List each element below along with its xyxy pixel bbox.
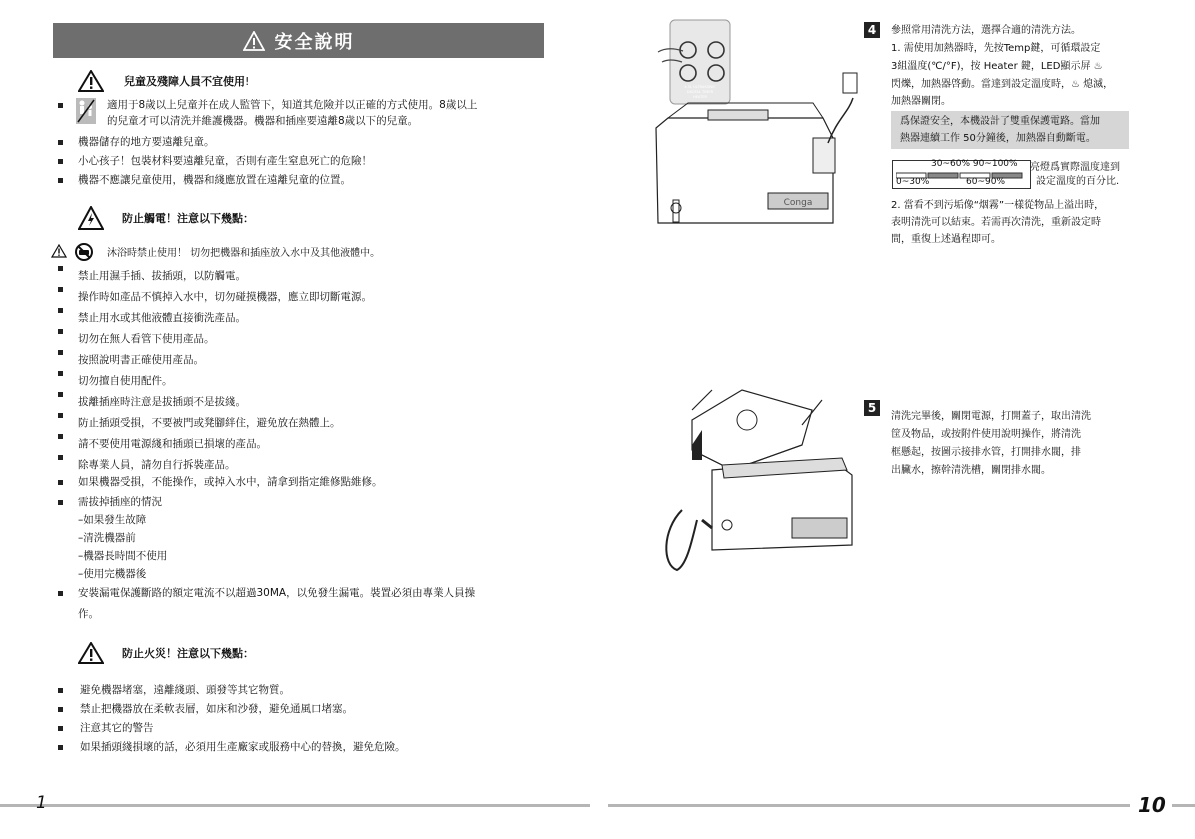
warning-triangle-icon bbox=[78, 70, 104, 92]
step-number-4: 4 bbox=[864, 22, 880, 38]
footer-rule-right bbox=[608, 804, 1130, 807]
bullet bbox=[58, 745, 63, 750]
bullet bbox=[58, 329, 63, 334]
bullet bbox=[58, 350, 63, 355]
fire-item: 如果插頭綫損壞的話，必須用生產廠家或服務中心的替換，避免危險。 bbox=[80, 741, 406, 753]
unplug-case: –使用完機器後 bbox=[78, 568, 147, 580]
page-number-left: 1 bbox=[36, 793, 47, 813]
electric-shock-icon bbox=[78, 206, 104, 230]
bullet bbox=[58, 413, 63, 418]
step5-line: 出臟水，擦幹清洗槽，關閉排水閥。 bbox=[891, 465, 1051, 476]
bullet bbox=[58, 371, 63, 376]
bullet bbox=[58, 140, 63, 145]
children-warning-heading bbox=[78, 70, 249, 92]
unplug-case: –如果發生故障 bbox=[78, 514, 147, 526]
bullet bbox=[58, 392, 63, 397]
children-item: 小心孩子！包裝材料要遠離兒童，否則有產生窒息死亡的危險！ bbox=[78, 155, 372, 167]
warning-triangle-icon bbox=[51, 244, 67, 258]
safety-title-bar bbox=[53, 23, 544, 58]
fire-item: 注意其它的警告 bbox=[80, 722, 154, 734]
no-bath-icon bbox=[75, 243, 93, 261]
step5-line: 筐及物品，或按附件使用說明操作，將清洗 bbox=[891, 429, 1081, 440]
shock-heading-text: 防止觸電！注意以下幾點： bbox=[122, 212, 254, 225]
unplug-case: –機器長時間不使用 bbox=[78, 550, 168, 562]
brand-label: Conga bbox=[783, 198, 813, 208]
shock-item: 防止插頭受損，不要被門或凳腳絆住，避免放在熱體上。 bbox=[78, 417, 341, 429]
children-heading-mark: ! bbox=[245, 75, 250, 88]
step4-after-line: 間，重復上述過程即可。 bbox=[891, 234, 1001, 245]
children-item: 機器不應讓兒童使用，機器和綫應放置在遠離兒童的位置。 bbox=[78, 174, 351, 186]
children-item: 機器儲存的地方要遠離兒童。 bbox=[78, 136, 215, 148]
panel-label bbox=[675, 83, 725, 103]
bullet bbox=[58, 266, 63, 271]
shock-item: 禁止用水或其他液體直接衝洗產品。 bbox=[78, 312, 246, 324]
basket-drain-illustration bbox=[652, 370, 857, 575]
step4-line: 3組溫度(℃/°F)，按 Heater 鍵，LED顯示屏 ♨ bbox=[891, 61, 1103, 72]
bullet bbox=[58, 178, 63, 183]
shock-item: 拔離插座時注意是拔插頭不是拔綫。 bbox=[78, 396, 246, 408]
fire-heading-text: 防止火災！注意以下幾點： bbox=[122, 647, 254, 660]
legend-top: 30~60% 90~100% bbox=[931, 159, 1018, 169]
shock-item: 請不要使用電源綫和插頭已損壞的產品。 bbox=[78, 438, 267, 450]
bullet bbox=[58, 434, 63, 439]
bullet bbox=[58, 707, 63, 712]
fire-item: 避免機器堵塞，遠離綫頭、頭發等其它物質。 bbox=[80, 684, 290, 696]
bullet bbox=[58, 500, 63, 505]
bullet bbox=[58, 688, 63, 693]
shock-item: 操作時如產品不慎掉入水中，切勿碰摸機器，應立即切斷電源。 bbox=[78, 291, 372, 303]
child-adult-icon bbox=[76, 98, 96, 124]
shock-item: 禁止用濕手插、拔插頭，以防觸電。 bbox=[78, 270, 246, 282]
note-line2: 熱器連續工作 50分鐘後，加熱器自動斷電。 bbox=[900, 133, 1096, 144]
shock-item: 除專業人員，請勿自行拆裝產品。 bbox=[78, 459, 236, 471]
children-heading-text: 兒童及殘障人員不宜使用 bbox=[124, 75, 245, 88]
bullet bbox=[58, 591, 63, 596]
repair-item: 如果機器受損，不能操作，或掉入水中，請拿到指定維修點維修。 bbox=[78, 476, 383, 488]
note-line1: 爲保證安全，本機設計了雙重保護電路。當加 bbox=[900, 116, 1100, 127]
page-number-right: 10 bbox=[1138, 793, 1166, 817]
unplug-case: –清洗機器前 bbox=[78, 532, 136, 544]
footer-rule-left bbox=[0, 804, 590, 807]
step-number-5: 5 bbox=[864, 400, 880, 416]
rcd-line2: 作。 bbox=[78, 608, 99, 620]
warning-triangle-icon bbox=[243, 31, 265, 51]
bullet bbox=[58, 308, 63, 313]
step4-line: 參照常用清洗方法，選擇合適的清洗方法。 bbox=[891, 25, 1081, 36]
bullet bbox=[58, 455, 63, 460]
panel-text: 4.5L ULTRASONIC bbox=[684, 85, 716, 89]
step4-line: 閃爍，加熱器啓動。當達到設定溫度時，♨ 熄滅， bbox=[891, 79, 1114, 90]
shock-item: 切勿擅自使用配件。 bbox=[78, 375, 173, 387]
children-item-1-line2: 的兒童才可以清洗并維護機器。機器和插座要遠離8歲以下的兒童。 bbox=[107, 115, 419, 127]
step5-line: 框懸起，按圖示接排水管，打開排水閥，排 bbox=[891, 447, 1081, 458]
bullet bbox=[58, 287, 63, 292]
legend-bottom-left: 0~30% bbox=[896, 177, 930, 187]
step4-after-line: 2. 當看不到污垢像“烟霧”一樣從物品上溢出時， bbox=[891, 200, 1105, 211]
shock-item: 切勿在無人看管下使用產品。 bbox=[78, 333, 215, 345]
legend-desc1: 亮燈爲實際溫度達到 bbox=[1030, 162, 1120, 173]
footer-rule-right-tail bbox=[1172, 804, 1195, 807]
bullet bbox=[58, 159, 63, 164]
bullet bbox=[58, 480, 63, 485]
step4-line: 1. 需使用加熱器時，先按Temp鍵，可循環設定 bbox=[891, 43, 1101, 54]
bullet bbox=[58, 103, 63, 108]
cleaner-control-illustration bbox=[648, 18, 858, 258]
children-item-1-line1: 適用于8歲以上兒童并在成人監管下，知道其危險并以正確的方式使用。8歲以上 bbox=[107, 99, 478, 111]
shock-warning-heading bbox=[78, 206, 254, 230]
warning-triangle-icon bbox=[78, 642, 104, 664]
legend-bottom-right: 60~90% bbox=[966, 177, 1005, 187]
panel-text: DIGITAL TIMER bbox=[686, 90, 714, 94]
shock-item: 按照說明書正確使用產品。 bbox=[78, 354, 204, 366]
bullet bbox=[58, 726, 63, 731]
unplug-heading: 需拔掉插座的情況 bbox=[78, 496, 162, 508]
step5-line: 清洗完畢後，關閉電源，打開蓋子，取出清洗 bbox=[891, 411, 1091, 422]
fire-item: 禁止把機器放在柔軟表層，如床和沙發，避免通風口堵塞。 bbox=[80, 703, 353, 715]
legend-desc2: 設定溫度的百分比. bbox=[1036, 176, 1120, 187]
step4-after-line: 表明清洗可以結束。若需再次清洗，重新設定時 bbox=[891, 217, 1101, 228]
panel-text: HEATER bbox=[692, 95, 708, 99]
page-title: 安全說明 bbox=[274, 31, 355, 53]
step4-line: 加熱器關閉。 bbox=[891, 96, 951, 107]
bath-warning: 沐浴時禁止使用！ 切勿把機器和插座放入水中及其他液體中。 bbox=[107, 248, 381, 259]
rcd-line1: 安裝漏電保護斷路的額定電流不以超過30MA，以免發生漏電。裝置必須由專業人員操 bbox=[78, 587, 476, 599]
fire-warning-heading bbox=[78, 642, 254, 664]
